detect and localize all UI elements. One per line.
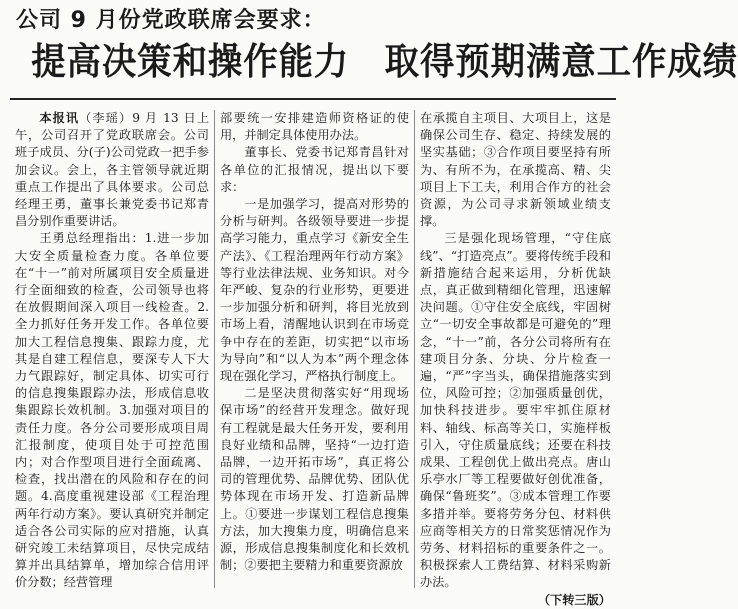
article-body	[10, 110, 616, 607]
article-kicker: 公司 9 月份党政联席会要求：	[16, 8, 326, 33]
paragraph: 王勇总经理指出：1.进一步加大安全质量检查力度。各单位要在“十一”前对所属项目安全质量进行全面细致的检查，公司领导也将在放假期间深入项目一线检查。2.全力抓好任务开发工作。各单位要加大工程信息搜集、跟踪力度，尤其是自建工程信息，要深专人下大力气跟踪好，制定具体、切实可行的信息搜集跟踪办法，形成信息收集跟踪长效机制。3.加强对项目的责任力度。各分公司要形成项目周汇报制度，使项目处于可控范围内；对合作型项目进行全面疏离、检查，找出潜在的风险和存在的问题。4.高度重视建设部《工程治理两年行动方案》。要认真研究并制定适合各公司实际的应对措施，认真研究竣工未结算项目，尽快完成结算并出具结算单，增加综合信用评价分数；经营管理	[15, 231, 209, 590]
paragraph: 部要统一安排建造师资格证的使用，并制定具体使用办法。	[220, 111, 409, 143]
article-column-3	[414, 110, 616, 607]
paragraph-text: （李瑶）9 月 13 日上午，公司召开了党政联席会。公司班子成员、分(子)公司党政一把手参加会议。会上，各主管领导就近期重点工作提出了具体要求。公司总经理王勇，董事长兼党委书记郑青昌分别作重要讲话。	[15, 111, 210, 229]
paragraph	[15, 110, 209, 230]
paragraph: 一是加强学习，提高对形势的分析与研判。各级领导要进一步提高学习能力，重点学习《新安全生产法》、《工程治理两年行动方案》等行业法律法规、业务知识。对今年严峻、复杂的行业形势，更要进一步加强分析和研判，将目光放到市场上看，清醒地认识到在市场竞争中存在的差距，切实把“以市场为导向”和“以人为本”两个理念体现在强化学习，严格执行制度上。	[220, 197, 409, 384]
paragraph: 董事长、党委书记郑青昌针对各单位的汇报情况，提出以下要求：	[220, 145, 409, 194]
paragraph: 在承揽自主项目、大项目上，这是确保公司生存、稳定、持续发展的坚实基础；③合作项目要坚持有所为、有所不为，在承揽高、精、尖项目上下工夫，利用合作方的社会资源，为公司寻求新领域业绩支撑。	[420, 111, 611, 229]
headline-rule	[10, 98, 616, 100]
article-headline: 提高决策和操作能力 取得预期满意工作成绩	[31, 40, 738, 83]
paragraph: 三是强化现场管理，“守住底线”、“打造亮点”。要将传统手段和新措施结合起来运用，分析优缺点，真正做到精细化管理，迅速解决问题。①守住安全底线，牢固树立“一切安全事故都是可避免的”理念，“十一”前，各分公司将所有在建项目分条、分块、分片检查一遍，“严”字当头，确保措施落实到位，风险可控；②加强质量创优，加快科技进步。要牢牢抓住原材料、轴线、标高等关口，实施样板引入，守住质量底线；还要在科技成果、工程创优上做出亮点。唐山乐亭水厂等工程要做好创优准备，确保“鲁班奖”。③成本管理工作要多措并举。要将劳务分包、材料供应商等相关方的日常奖惩情况作为劳务、材料招标的重要条件之一。积极探索人工费结算、材料采购新办法。	[420, 231, 611, 590]
paragraph: 二是坚决贯彻落实好“用现场保市场”的经营开发理念。做好现有工程就是最大任务开发，要利用良好业绩和品牌，坚持“一边打造品牌，一边开拓市场”，真正将公司的管理优势、品牌优势、团队优势体现在市场开发、打造新品牌上。①要进一步谋划工程信息搜集方法，加大搜集力度，明确信息来源，形成信息搜集制度化和长效机制；②要把主要精力和重要资源放	[220, 386, 409, 573]
article-column-1	[10, 110, 214, 588]
article-column-2	[214, 110, 414, 588]
byline: 本报讯	[39, 111, 80, 125]
continued-note: （下转三版）	[537, 592, 611, 607]
